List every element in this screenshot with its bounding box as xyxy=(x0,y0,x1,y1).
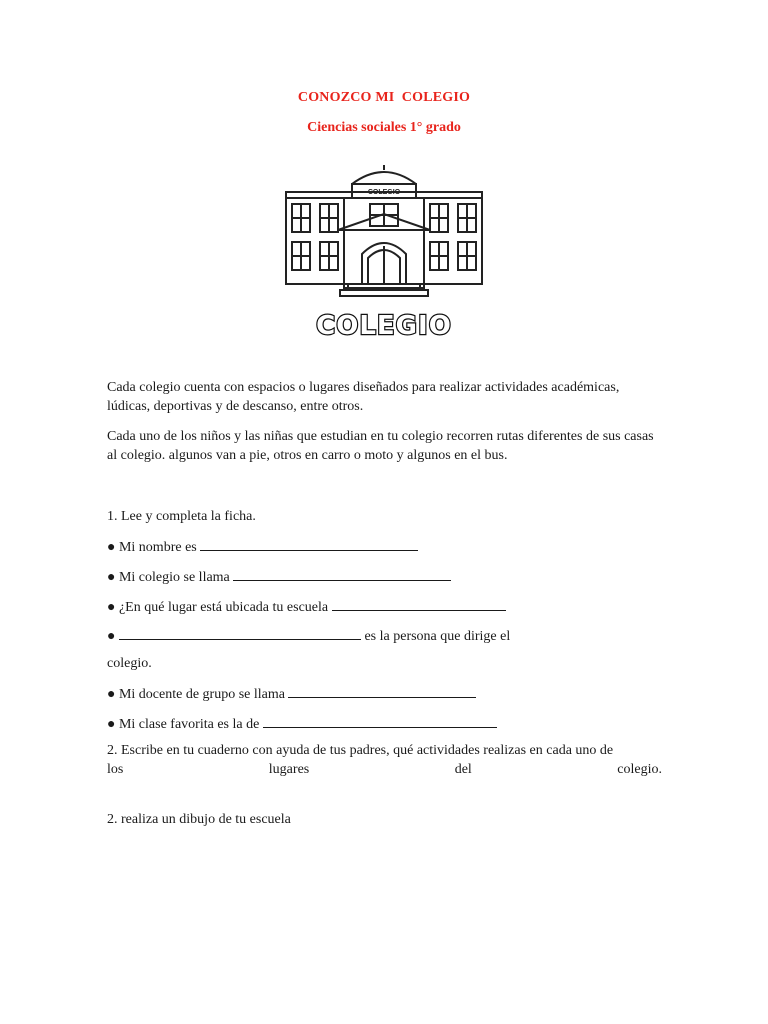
justified-word: lugares xyxy=(268,762,310,777)
list-item xyxy=(107,625,510,646)
school-building-icon xyxy=(278,162,490,346)
bullet: ● xyxy=(107,570,116,585)
answer-blank-director[interactable] xyxy=(119,625,361,640)
bullet: ● xyxy=(107,687,116,702)
item-label: Mi docente de grupo se llama xyxy=(118,687,289,702)
justified-word: del xyxy=(454,762,472,777)
item-label: es la persona que dirige el xyxy=(360,629,511,644)
bullet: ● xyxy=(107,540,116,555)
intro-paragraph-2: Cada uno de los niños y las niñas que estudian en tu colegio recorren rutas diferentes de sus casas al colegio. algunos van a pie, otros en carro o moto y algunos en el bus. xyxy=(107,429,654,463)
activity-2-line-1 xyxy=(107,743,662,759)
item-label: Mi nombre es xyxy=(118,540,201,555)
answer-blank-name[interactable] xyxy=(200,536,418,551)
item-label: Mi clase favorita es la de xyxy=(118,717,263,732)
item-label: ¿En qué lugar está ubicada tu escuela xyxy=(118,600,332,615)
answer-blank-school[interactable] xyxy=(233,566,451,581)
item-label: Mi colegio se llama xyxy=(118,570,234,585)
justified-word: colegio. xyxy=(617,762,662,777)
justified-word: los xyxy=(107,762,124,777)
list-item xyxy=(107,566,451,587)
list-item xyxy=(107,596,506,617)
sign-label: COLEGIO xyxy=(367,189,401,196)
activity-2-text: 2. Escribe en tu cuaderno con ayuda de tus padres, qué actividades realizas en cada uno de xyxy=(107,743,614,758)
answer-blank-teacher[interactable] xyxy=(288,683,476,698)
activity-3-text: 2. realiza un dibujo de tu escuela xyxy=(107,812,291,827)
bullet: ● xyxy=(107,717,116,732)
colegio-word-art: COLEGIO xyxy=(316,311,452,341)
activity-1-heading: 1. Lee y completa la ficha. xyxy=(107,509,256,524)
answer-blank-favorite-class[interactable] xyxy=(263,713,497,728)
document-subtitle: Ciencias sociales 1° grado xyxy=(307,120,461,135)
bullet: ● xyxy=(107,600,116,615)
list-item-continuation: colegio. xyxy=(107,656,152,671)
list-item xyxy=(107,536,418,557)
bullet: ● xyxy=(107,629,116,644)
intro-paragraph-1: Cada colegio cuenta con espacios o lugares diseñados para realizar actividades académicas, lúdicas, deportivas y de descanso, entre otros. xyxy=(107,380,620,414)
activity-2-line-2 xyxy=(107,762,662,778)
list-item xyxy=(107,683,476,704)
document-title: CONOZCO MI COLEGIO xyxy=(297,90,471,105)
list-item xyxy=(107,713,497,734)
answer-blank-location[interactable] xyxy=(332,596,506,611)
